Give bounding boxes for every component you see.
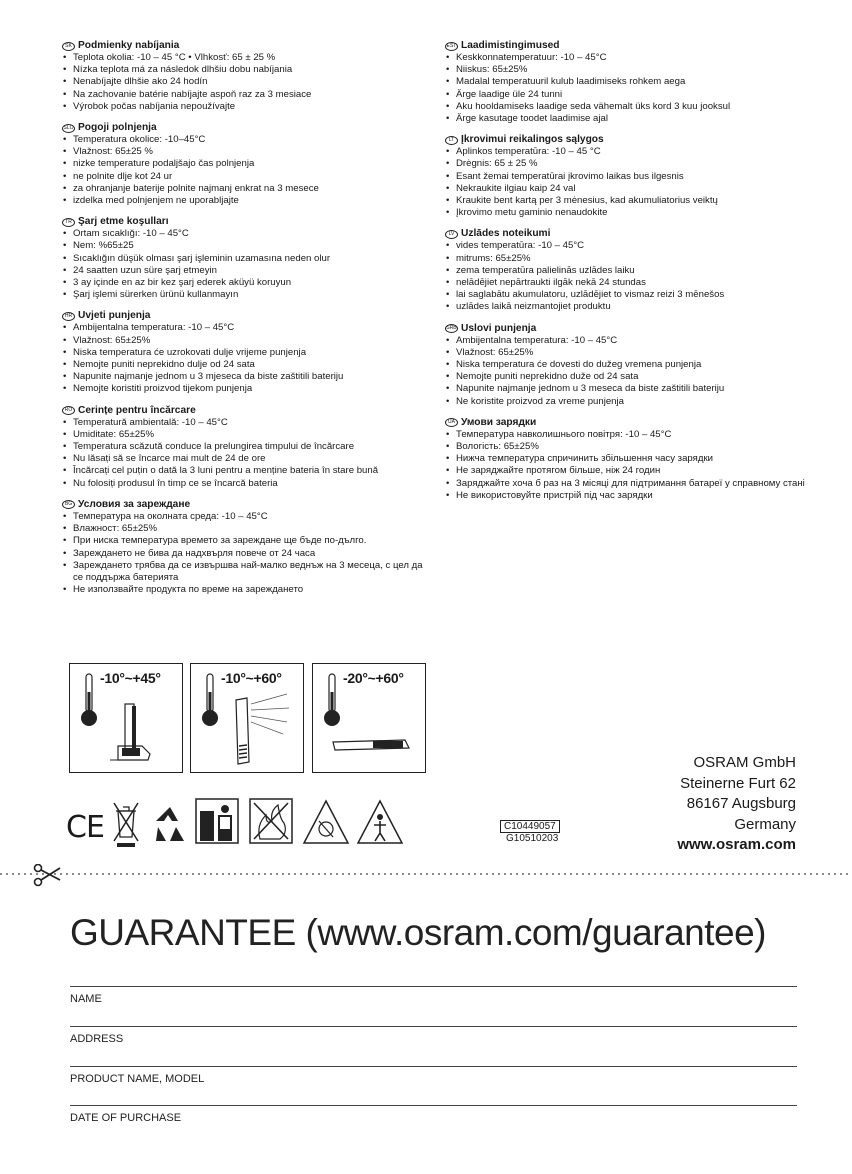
address-field[interactable]	[70, 1026, 797, 1045]
warning-person-icon	[358, 801, 402, 843]
list-item: • zema temperatūra palielinās uzlādes laiku	[445, 265, 817, 277]
section-ua	[445, 417, 817, 502]
list-item: • Sıcaklığın düşük olması şarj işleminin uzamasına neden olur	[62, 253, 434, 265]
condition-list	[445, 146, 817, 219]
list-item: • Niska temperatura će uzrokovati dulje vrijeme punjenja	[62, 347, 434, 359]
condition-list	[445, 240, 817, 313]
temperature-range: -10°~+45°	[100, 670, 161, 686]
list-item: • Ärge laadige üle 24 tunni	[445, 89, 817, 101]
date-of-purchase-field[interactable]	[70, 1105, 797, 1124]
section-title: Условия за зареждане	[78, 498, 191, 510]
condition-list	[62, 52, 434, 113]
section-title: Įkrovimui reikalingos sąlygos	[461, 134, 604, 146]
language-badge: SK	[62, 42, 75, 51]
company-country: Germany	[734, 815, 796, 833]
condition-list	[445, 52, 817, 125]
storage-temperature-box	[312, 663, 426, 773]
section-est	[445, 40, 817, 125]
list-item: • Ambijentalna temperatura: -10 – 45°C	[445, 335, 817, 347]
list-item: • 3 ay içinde en az bir kez şarj ederek aküyü koruyun	[62, 277, 434, 289]
list-item: • Kraukite bent kartą per 3 mėnesius, kad akumuliatorius veiktų	[445, 195, 817, 207]
language-badge: SRB	[446, 325, 457, 332]
section-lv	[445, 228, 817, 313]
list-item: • Drėgnis: 65 ± 25 %	[445, 158, 817, 170]
list-item: • ne polnite dlje kot 24 ur	[62, 171, 434, 183]
list-item: • Teplota okolia: -10 – 45 °C • Vlhkosť: 65 ± 25 %	[62, 52, 434, 64]
section-title: Uzlādes noteikumi	[461, 228, 551, 240]
charging-temperature-box	[69, 663, 183, 773]
list-item: • Nem: %65±25	[62, 240, 434, 252]
section-sk	[62, 40, 434, 113]
section-tr	[62, 216, 434, 301]
list-item: • nizke temperature podaljšajo čas polnjenja	[62, 158, 434, 170]
section-ro	[62, 405, 434, 490]
list-item: • Nu lăsați să se încarce mai mult de 24 de ore	[62, 453, 434, 465]
list-item: • Nu folosiți produsul în timp ce se încarcă bateria	[62, 478, 434, 490]
condition-list	[62, 417, 434, 490]
temperature-range: -20°~+60°	[343, 670, 404, 686]
list-item: • При ниска температура времето за зареждане ще бъде по-дълго.	[62, 535, 434, 547]
section-hr	[62, 310, 434, 395]
section-title: Pogoji polnjenja	[78, 122, 157, 134]
product-code: G10510203	[506, 833, 559, 844]
list-item: • Не використовуйте пристрій під час зарядки	[445, 490, 817, 502]
list-item: • Aku hooldamiseks laadige seda vähemalt üks kord 3 kuu jooksul	[445, 101, 817, 113]
list-item: • Vlažnost: 65±25%	[445, 347, 817, 359]
field-label: DATE OF PURCHASE	[70, 1112, 182, 1124]
section-title: Podmienky nabíjania	[78, 40, 180, 51]
company-name: OSRAM GmbH	[693, 754, 796, 771]
list-item: • Nekraukite ilgiau kaip 24 val	[445, 183, 817, 195]
condition-list	[62, 228, 434, 301]
section-srb	[445, 323, 817, 408]
right-column	[445, 40, 817, 511]
list-item: • Temperatura okolice: -10–45°C	[62, 134, 434, 146]
language-badge: BG	[62, 500, 75, 509]
list-item: • uzlādes laikā neizmantojiet produktu	[445, 301, 817, 313]
temperature-range: -10°~+60°	[221, 670, 282, 686]
field-label: ADDRESS	[70, 1033, 124, 1045]
list-item: • Ne koristite proizvod za vreme punjenja	[445, 396, 817, 408]
section-title: Умови зарядки	[461, 416, 537, 428]
language-badge: UA	[445, 418, 458, 427]
language-badge: LV	[445, 230, 458, 239]
list-item: • Нижча температура спричинить збільшення часу зарядки	[445, 453, 817, 465]
recycle-icon	[156, 807, 184, 841]
language-badge: RO	[62, 406, 75, 415]
list-item: • Vlažnost: 65±25%	[62, 335, 434, 347]
list-item: • Температура навколишнього повітря: -10 – 45°C	[445, 429, 817, 441]
list-item: • Napunite najmanje jednom u 3 meseca da biste zaštitili bateriju	[445, 383, 817, 395]
list-item: • Niska temperatura će dovesti do dužeg vremena punjenja	[445, 359, 817, 371]
list-item: • za ohranjanje baterije polnite najmanj enkrat na 3 mesece	[62, 183, 434, 195]
list-item: • Esant žemai temperatūrai įkrovimo laikas bus ilgesnis	[445, 171, 817, 183]
list-item: • mitrums: 65±25%	[445, 253, 817, 265]
list-item: • Nemojte puniti neprekidno dulje od 24 sata	[62, 359, 434, 371]
manufacturer-address	[677, 753, 796, 856]
list-item: • Температура на околната среда: -10 – 45°C	[62, 511, 434, 523]
list-item: • Įkrovimo metu gaminio nenaudokite	[445, 207, 817, 219]
company-website: www.osram.com	[677, 836, 796, 853]
list-item: • vides temperatūra: -10 – 45°C	[445, 240, 817, 252]
list-item: • Keskkonnatemperatuur: -10 – 45°C	[445, 52, 817, 64]
ce-mark-icon: CE	[66, 810, 104, 845]
list-item: • Temperatura scăzută conduce la prelungirea timpului de încărcare	[62, 441, 434, 453]
company-street: Steinerne Furt 62	[680, 774, 796, 792]
compliance-symbols	[66, 797, 426, 847]
company-city: 86167 Augsburg	[686, 795, 796, 812]
list-item: • Nízka teplota má za následok dlhšiu dobu nabíjania	[62, 64, 434, 76]
operating-temperature-box	[190, 663, 304, 773]
list-item: • Nemojte puniti neprekidno duže od 24 sata	[445, 371, 817, 383]
section-lt	[445, 134, 817, 219]
list-item: • Зареждането не бива да надхвърля повече от 24 часа	[62, 548, 434, 560]
section-title: Şarj etme koşulları	[78, 216, 169, 228]
section-title: Uslovi punjenja	[461, 322, 537, 334]
list-item: • Na zachovanie batérie nabíjajte aspoň raz za 3 mesiace	[62, 89, 434, 101]
language-badge: EST	[446, 42, 457, 49]
list-item: • Заряджайте хоча б раз на 3 місяці для підтримання батареї у справному стані	[445, 478, 817, 490]
condition-list	[62, 134, 434, 207]
product-codes	[500, 820, 560, 845]
condition-list	[62, 322, 434, 395]
weee-bin-icon	[114, 803, 138, 847]
list-item: • Ambijentalna temperatura: -10 – 45°C	[62, 322, 434, 334]
list-item: • Ärge kasutage toodet laadimise ajal	[445, 113, 817, 125]
list-item: • Încărcați cel puțin o dată la 3 luni pentru a menține bateria în stare bună	[62, 465, 434, 477]
list-item: • Ortam sıcaklığı: -10 – 45°C	[62, 228, 434, 240]
field-label: NAME	[70, 993, 102, 1005]
language-badge: SLO	[63, 124, 74, 131]
list-item: • 24 saatten uzun süre şarj etmeyin	[62, 265, 434, 277]
no-fire-disposal-icon	[250, 799, 292, 843]
list-item: • Не заряджайте протягом більше, ніж 24 годин	[445, 465, 817, 477]
list-item: • lai saglabātu akumulatoru, uzlādējiet to vismaz reizi 3 mēnešos	[445, 289, 817, 301]
warning-triangle-icon	[304, 801, 348, 843]
section-title: Laadimistingimused	[461, 40, 560, 51]
list-item: • Výrobok počas nabíjania nepoužívajte	[62, 101, 434, 113]
name-field[interactable]	[70, 986, 797, 1005]
list-item: • Umiditate: 65±25%	[62, 429, 434, 441]
list-item: • Niiskus: 65±25%	[445, 64, 817, 76]
guarantee-title: GUARANTEE (www.osram.com/guarantee)	[70, 912, 766, 953]
section-title: Cerințe pentru încărcare	[78, 404, 196, 416]
condition-list	[445, 335, 817, 408]
list-item: • izdelka med polnjenjem ne uporabljajte	[62, 195, 434, 207]
language-badge: HR	[62, 312, 75, 321]
product-name-field[interactable]	[70, 1066, 797, 1085]
condition-list	[445, 429, 817, 502]
list-item: • Вологість: 65±25%	[445, 441, 817, 453]
list-item: • Vlažnost: 65±25 %	[62, 146, 434, 158]
list-item: • Temperatură ambientală: -10 – 45°C	[62, 417, 434, 429]
section-title: Uvjeti punjenja	[78, 310, 151, 322]
language-badge: TR	[62, 218, 75, 227]
scissors-icon	[35, 865, 61, 886]
product-code-boxed: C10449057	[500, 820, 560, 833]
list-item: • Napunite najmanje jednom u 3 mjeseca da biste zaštitili bateriju	[62, 371, 434, 383]
cut-line	[0, 864, 852, 894]
language-badge: LT	[445, 136, 458, 145]
list-item: • Şarj işlemi sürerken ürünü kullanmayın	[62, 289, 434, 301]
list-item: • Зареждането трябва да се извършва най-малко веднъж на 3 месеца, с цел да се поддържа батерията	[62, 560, 434, 584]
list-item: • Aplinkos temperatūra: -10 – 45 °C	[445, 146, 817, 158]
left-column	[62, 40, 434, 605]
list-item: • Не използвайте продукта по време на зареждането	[62, 584, 434, 596]
list-item: • Madalal temperatuuril kulub laadimiseks rohkem aega	[445, 76, 817, 88]
list-item: • Nenabíjajte dlhšie ako 24 hodín	[62, 76, 434, 88]
list-item: • Nemojte koristiti proizvod tijekom punjenja	[62, 383, 434, 395]
list-item: • nelādējiet nepārtraukti ilgāk nekā 24 stundas	[445, 277, 817, 289]
field-label: PRODUCT NAME, MODEL	[70, 1073, 205, 1085]
section-bg	[62, 499, 434, 596]
condition-list	[62, 511, 434, 596]
list-item: • Влажност: 65±25%	[62, 523, 434, 535]
indoor-use-only-icon	[196, 799, 238, 843]
section-slo	[62, 122, 434, 207]
